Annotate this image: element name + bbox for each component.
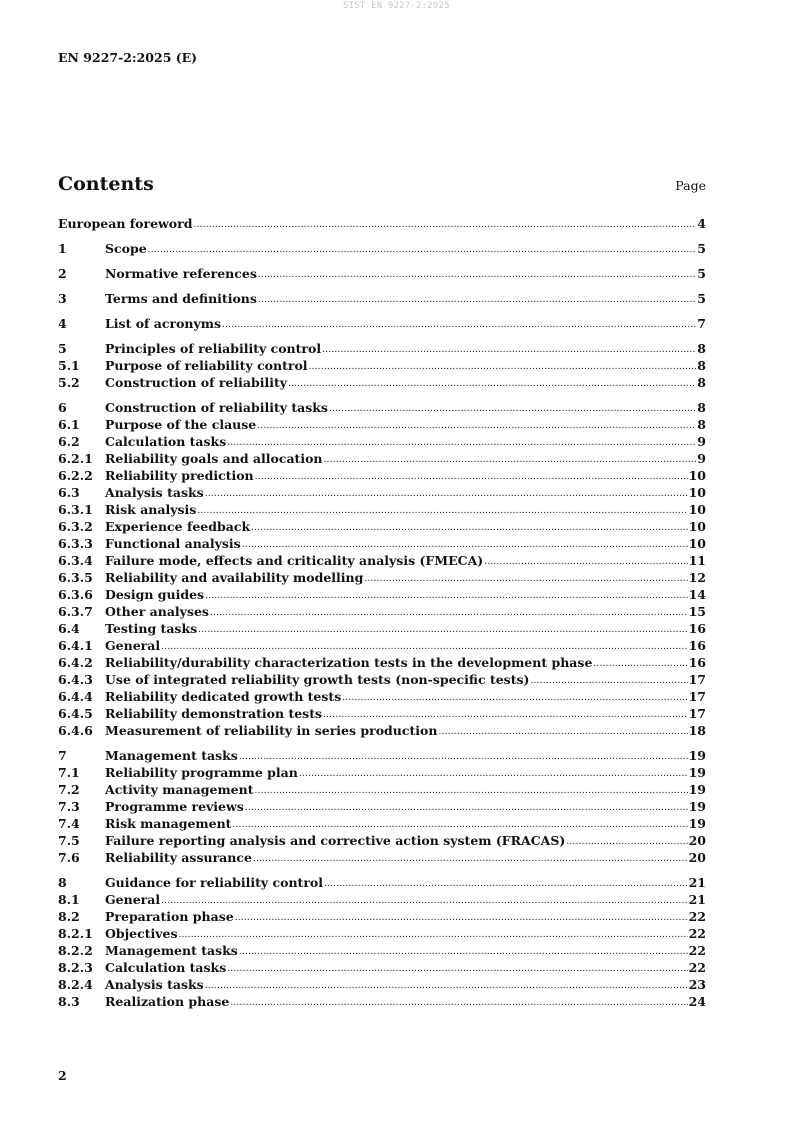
dot-leader [254, 783, 687, 800]
toc-entry-title: Risk analysis [105, 502, 197, 517]
toc-entry-number: 7.2 [58, 782, 80, 797]
toc-entry-title: Reliability assurance [105, 850, 252, 865]
toc-entry-number: 6.4.6 [58, 723, 93, 738]
toc-entry-title: General [105, 892, 161, 907]
dot-leader [222, 317, 696, 334]
toc-entry-number: 6.3.7 [58, 604, 93, 619]
toc-entry-number: 8.2.4 [58, 977, 93, 992]
toc-entry[interactable] [58, 781, 706, 798]
dot-leader [484, 554, 687, 571]
toc-entry-page: 10 [688, 502, 706, 517]
toc-entry-page: 11 [688, 553, 706, 568]
toc-entry-number: 6.3.6 [58, 587, 93, 602]
toc-entry[interactable] [58, 705, 706, 722]
toc-entry[interactable] [58, 654, 706, 671]
toc-entry[interactable] [58, 450, 706, 467]
toc-entry-title: Design guides [105, 587, 205, 602]
toc-entry[interactable] [58, 815, 706, 832]
toc-entry-number: 6.4.1 [58, 638, 93, 653]
dot-leader [288, 376, 696, 393]
dot-leader [205, 588, 688, 605]
dot-leader [205, 486, 688, 503]
toc-entry-title: Scope [105, 241, 147, 256]
toc-entry-page: 10 [688, 519, 706, 534]
toc-entry[interactable] [58, 586, 706, 603]
toc-entry[interactable] [58, 433, 706, 450]
toc-entry[interactable] [58, 484, 706, 501]
toc-entry-title: Reliability/durability characterization tests in the development phase [105, 655, 593, 670]
dot-leader [227, 961, 687, 978]
toc-entry-number: 6 [58, 400, 67, 415]
table-of-contents [58, 215, 706, 1010]
dot-leader [239, 944, 688, 961]
toc-entry[interactable] [58, 315, 706, 332]
toc-entry-page: 19 [688, 816, 706, 831]
toc-entry-page: 22 [688, 943, 706, 958]
toc-entry[interactable] [58, 874, 706, 891]
toc-entry-page: 19 [688, 799, 706, 814]
page-column-label: Page [675, 178, 706, 193]
toc-entry[interactable] [58, 467, 706, 484]
toc-entry-number: 8.2.3 [58, 960, 93, 975]
toc-entry-number: 8.2 [58, 909, 80, 924]
dot-leader [258, 292, 696, 309]
dot-leader [197, 503, 687, 520]
dot-leader [253, 851, 688, 868]
toc-entry[interactable] [58, 976, 706, 993]
toc-entry-page: 20 [688, 850, 706, 865]
toc-entry[interactable] [58, 722, 706, 739]
toc-entry[interactable] [58, 357, 706, 374]
toc-entry-title: European foreword [58, 216, 193, 231]
toc-entry-title: Measurement of reliability in series production [105, 723, 438, 738]
toc-entry[interactable] [58, 290, 706, 307]
toc-entry-title: Failure mode, effects and criticality analysis (FMECA) [105, 553, 484, 568]
toc-entry[interactable] [58, 959, 706, 976]
toc-entry-page: 22 [688, 909, 706, 924]
toc-entry-page: 12 [688, 570, 706, 585]
toc-entry[interactable] [58, 535, 706, 552]
toc-entry-page: 16 [688, 638, 706, 653]
toc-entry-number: 7.4 [58, 816, 80, 831]
toc-entry-title: Programme reviews [105, 799, 244, 814]
toc-entry-number: 7.1 [58, 765, 80, 780]
dot-leader [239, 749, 688, 766]
toc-entry-number: 7.5 [58, 833, 80, 848]
toc-entry[interactable] [58, 798, 706, 815]
toc-entry-page: 8 [697, 341, 706, 356]
toc-entry-title: Risk management [105, 816, 232, 831]
toc-entry[interactable] [58, 374, 706, 391]
toc-entry-page: 4 [697, 216, 706, 231]
contents-header [58, 173, 706, 199]
toc-entry-page: 24 [688, 994, 706, 1009]
toc-entry[interactable] [58, 552, 706, 569]
dot-leader [242, 537, 688, 554]
toc-entry-number: 7.3 [58, 799, 80, 814]
dot-leader [161, 639, 687, 656]
toc-entry[interactable] [58, 265, 706, 282]
toc-entry[interactable] [58, 501, 706, 518]
toc-entry-page: 23 [688, 977, 706, 992]
dot-leader [193, 217, 696, 234]
document-id: EN 9227-2:2025 (E) [58, 50, 198, 65]
dot-leader [324, 876, 688, 893]
toc-entry-page: 9 [697, 451, 706, 466]
dot-leader [210, 605, 688, 622]
toc-entry-page: 10 [688, 485, 706, 500]
toc-entry[interactable] [58, 240, 706, 257]
dot-leader [566, 834, 687, 851]
toc-entry[interactable] [58, 891, 706, 908]
toc-entry-title: Normative references [105, 266, 257, 281]
toc-entry-page: 22 [688, 960, 706, 975]
toc-entry-number: 5.1 [58, 358, 80, 373]
toc-entry[interactable] [58, 942, 706, 959]
toc-entry[interactable] [58, 747, 706, 764]
toc-entry[interactable] [58, 340, 706, 357]
toc-entry-title: Testing tasks [105, 621, 198, 636]
dot-leader [230, 995, 687, 1012]
toc-entry-number: 6.2.1 [58, 451, 93, 466]
toc-entry-page: 21 [688, 875, 706, 890]
toc-entry[interactable] [58, 637, 706, 654]
toc-entry-page: 18 [688, 723, 706, 738]
toc-entry-page: 17 [688, 689, 706, 704]
dot-leader [322, 342, 696, 359]
toc-entry[interactable] [58, 603, 706, 620]
toc-entry-page: 8 [697, 400, 706, 415]
dot-leader [251, 520, 687, 537]
toc-entry[interactable] [58, 671, 706, 688]
toc-entry-page: 5 [697, 241, 706, 256]
toc-entry-page: 8 [697, 358, 706, 373]
toc-entry-number: 3 [58, 291, 67, 306]
toc-entry-number: 6.3.3 [58, 536, 93, 551]
dot-leader [245, 800, 688, 817]
toc-entry-number: 1 [58, 241, 67, 256]
toc-entry-page: 19 [688, 765, 706, 780]
toc-entry-number: 7.6 [58, 850, 80, 865]
toc-entry-title: Experience feedback [105, 519, 251, 534]
toc-entry[interactable] [58, 764, 706, 781]
toc-entry-title: Purpose of reliability control [105, 358, 308, 373]
toc-entry-page: 16 [688, 621, 706, 636]
toc-entry-title: Reliability dedicated growth tests [105, 689, 342, 704]
toc-entry[interactable] [58, 849, 706, 866]
dot-leader [438, 724, 687, 741]
toc-entry[interactable] [58, 925, 706, 942]
dot-leader [342, 690, 687, 707]
toc-entry-title: Analysis tasks [105, 485, 204, 500]
toc-entry-page: 5 [697, 291, 706, 306]
toc-entry-title: General [105, 638, 161, 653]
toc-entry-number: 6.2 [58, 434, 80, 449]
toc-entry[interactable] [58, 416, 706, 433]
toc-entry[interactable] [58, 993, 706, 1010]
dot-leader [205, 978, 688, 995]
toc-entry-number: 2 [58, 266, 67, 281]
toc-entry-page: 5 [697, 266, 706, 281]
toc-entry-page: 19 [688, 782, 706, 797]
toc-entry-title: Other analyses [105, 604, 209, 619]
toc-entry-number: 8 [58, 875, 67, 890]
dot-leader [179, 927, 688, 944]
toc-entry-page: 20 [688, 833, 706, 848]
dot-leader [232, 817, 687, 834]
toc-entry-title: Reliability demonstration tests [105, 706, 323, 721]
toc-entry-number: 6.4.5 [58, 706, 93, 721]
toc-entry-number: 8.2.1 [58, 926, 93, 941]
dot-leader [364, 571, 687, 588]
toc-entry-title: Terms and definitions [105, 291, 257, 306]
dot-leader [323, 707, 688, 724]
toc-entry-number: 5.2 [58, 375, 80, 390]
toc-entry-page: 8 [697, 417, 706, 432]
toc-entry-page: 14 [688, 587, 706, 602]
toc-entry-title: Use of integrated reliability growth tests (non-specific tests) [105, 672, 530, 687]
toc-entry-title: Realization phase [105, 994, 230, 1009]
toc-entry-page: 10 [688, 468, 706, 483]
toc-entry-title: Functional analysis [105, 536, 241, 551]
toc-entry-title: Management tasks [105, 943, 238, 958]
toc-entry-title: Reliability and availability modelling [105, 570, 364, 585]
toc-entry-page: 17 [688, 706, 706, 721]
toc-entry-title: Failure reporting analysis and corrective action system (FRACAS) [105, 833, 566, 848]
toc-entry-page: 8 [697, 375, 706, 390]
dot-leader [227, 435, 696, 452]
toc-entry-page: 10 [688, 536, 706, 551]
toc-entry-number: 6.3.5 [58, 570, 93, 585]
dot-leader [530, 673, 687, 690]
contents-title: Contents [58, 173, 154, 195]
toc-entry-number: 6.3.2 [58, 519, 93, 534]
toc-entry-page: 21 [688, 892, 706, 907]
toc-entry-number: 6.4.3 [58, 672, 93, 687]
dot-leader [593, 656, 687, 673]
toc-entry-page: 22 [688, 926, 706, 941]
toc-entry-page: 7 [697, 316, 706, 331]
toc-entry[interactable] [58, 215, 706, 232]
page-number: 2 [58, 1068, 67, 1083]
toc-entry-number: 6.4.4 [58, 689, 93, 704]
dot-leader [309, 359, 697, 376]
toc-entry-title: Calculation tasks [105, 434, 227, 449]
toc-entry-title: Guidance for reliability control [105, 875, 323, 890]
toc-entry[interactable] [58, 832, 706, 849]
toc-entry-number: 7 [58, 748, 67, 763]
toc-entry[interactable] [58, 620, 706, 637]
toc-entry-title: Activity management [105, 782, 254, 797]
toc-entry-page: 15 [688, 604, 706, 619]
toc-entry-number: 4 [58, 316, 67, 331]
toc-entry-number: 6.3 [58, 485, 80, 500]
toc-entry-title: Reliability goals and allocation [105, 451, 323, 466]
toc-entry-page: 17 [688, 672, 706, 687]
toc-entry[interactable] [58, 399, 706, 416]
toc-entry-number: 6.3.1 [58, 502, 93, 517]
toc-entry-title: Reliability prediction [105, 468, 254, 483]
dot-leader [258, 267, 696, 284]
toc-entry[interactable] [58, 688, 706, 705]
dot-leader [257, 418, 696, 435]
toc-entry[interactable] [58, 908, 706, 925]
toc-entry-title: Purpose of the clause [105, 417, 257, 432]
toc-entry-number: 5 [58, 341, 67, 356]
toc-entry-title: Objectives [105, 926, 178, 941]
dot-leader [235, 910, 688, 927]
dot-leader [198, 622, 687, 639]
dot-leader [255, 469, 688, 486]
toc-entry-number: 6.4.2 [58, 655, 93, 670]
toc-entry-title: Principles of reliability control [105, 341, 322, 356]
toc-entry-page: 16 [688, 655, 706, 670]
toc-entry-number: 6.4 [58, 621, 80, 636]
toc-entry-title: Construction of reliability tasks [105, 400, 328, 415]
toc-entry[interactable] [58, 518, 706, 535]
watermark: SIST EN 9227-2:2025 [343, 1, 450, 11]
dot-leader [148, 242, 697, 259]
toc-entry-title: List of acronyms [105, 316, 222, 331]
dot-leader [161, 893, 687, 910]
toc-entry-page: 9 [697, 434, 706, 449]
toc-entry[interactable] [58, 569, 706, 586]
dot-leader [329, 401, 696, 418]
dot-leader [324, 452, 697, 469]
toc-entry-number: 8.2.2 [58, 943, 93, 958]
dot-leader [299, 766, 688, 783]
toc-entry-title: Preparation phase [105, 909, 234, 924]
toc-entry-number: 6.2.2 [58, 468, 93, 483]
toc-entry-title: Construction of reliability [105, 375, 287, 390]
toc-entry-number: 8.1 [58, 892, 80, 907]
toc-entry-page: 19 [688, 748, 706, 763]
toc-entry-title: Reliability programme plan [105, 765, 298, 780]
toc-entry-number: 6.1 [58, 417, 80, 432]
toc-entry-number: 8.3 [58, 994, 80, 1009]
toc-entry-title: Analysis tasks [105, 977, 204, 992]
toc-entry-title: Calculation tasks [105, 960, 227, 975]
toc-entry-number: 6.3.4 [58, 553, 93, 568]
toc-entry-title: Management tasks [105, 748, 238, 763]
